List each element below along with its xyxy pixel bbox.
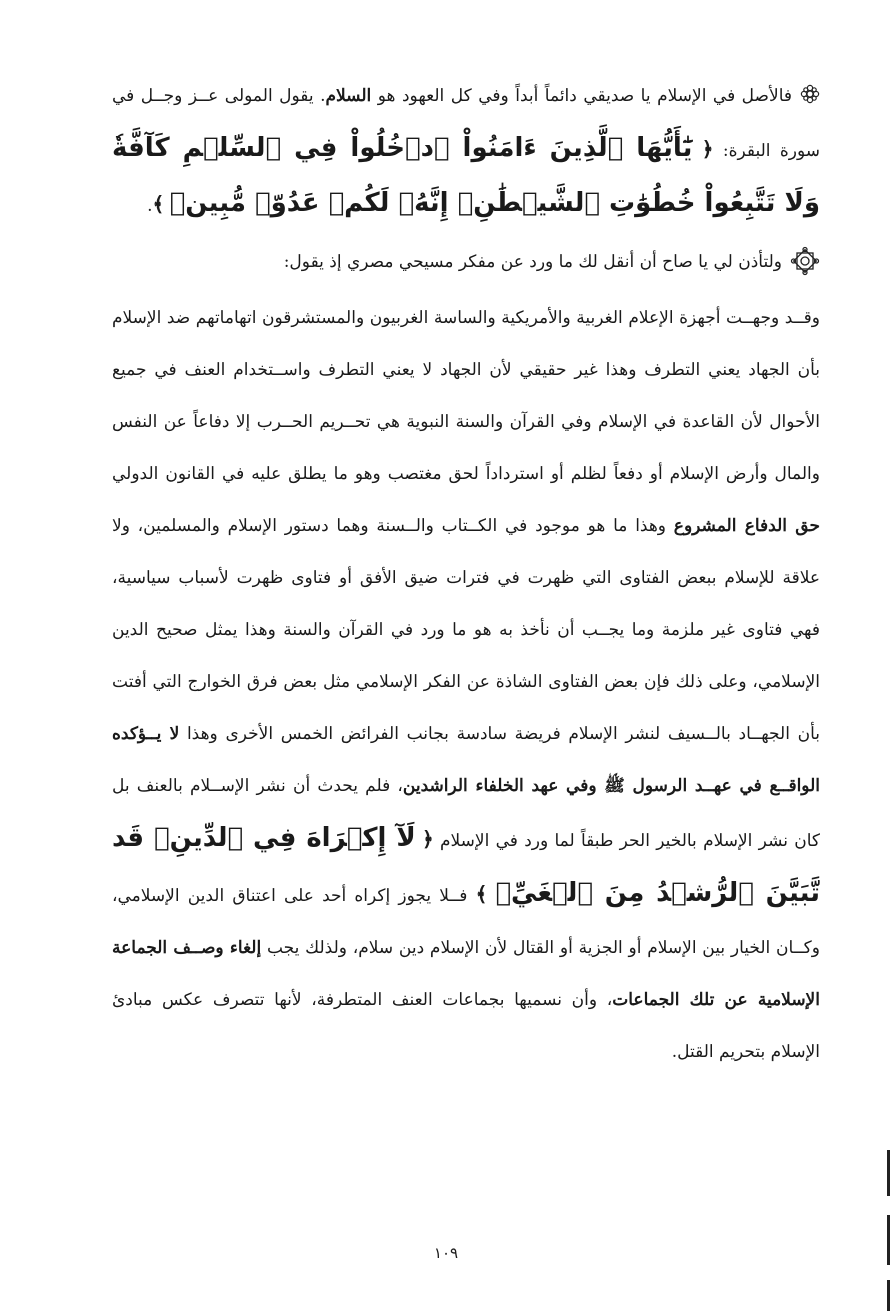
quran-open-bracket: ﴿ xyxy=(701,137,714,161)
paragraph-1 xyxy=(112,70,820,232)
paragraph-1-bold-salam: السلام xyxy=(325,86,372,106)
quran-open-bracket-2: ﴿ xyxy=(421,827,434,851)
quran-close-bracket-2: ﴾ xyxy=(475,882,488,906)
page-number: ١٠٩ xyxy=(433,1244,459,1262)
quran-verse-no-compulsion: لَآ إِكۡرَاهَ فِي ٱلدِّينِۖ قَد تَّبَيَّنَ ٱلرُّشۡدُ مِنَ ٱلۡغَيِّۚ xyxy=(112,823,820,908)
paragraph-3-text-1: وقــد وجهــت أجهزة الإعلام الغربية والأمريكية والساسة الغربيون والمستشرقون اتهاماتهم ضد الإسلام بأن الجهاد يعني التطرف وهذا غير حقيقي لأن الجهاد لا يعني التطرف واســتخدام العنف في جميع الأحوال لأن القاعدة في الإسلام وفي القرآن والسنة النبوية هي تحــريم الحــرب إلا دفاعاً عن النفس والمال وأرض الإسلام أو دفعاً لظلم أو استرداداً لحق مغتصب وهو ما يطلق عليه في القانون الدولي xyxy=(112,308,820,484)
paragraph-3-bold-reality: لا يــؤكده الواقــع في عهــد الرسول ﷺ وفي عهد الخلفاء الراشدين xyxy=(112,724,820,796)
page-body xyxy=(112,70,820,1078)
paragraph-3-text-2: وهذا ما هو موجود في الكــتاب والــسنة وهما دستور الإسلام والمسلمين، ولا علاقة للإسلام ببعض الفتاوى التي ظهرت في فترات ضيق الأفق أو فتاوى ظهرت لأسباب سياسية، فهي فتاوى غير ملزمة وما يجــب أن نأخذ به هو ما ورد في القرآن والسنة وهذا يمثل صحيح الدين الإسلامي، وعلى ذلك فإن بعض الفتاوى الشاذة عن الفكر الإسلامي مثل بعض فرق الخوارج التي أفتت بأن الجهــاد بالــسيف لنشر الإسلام فريضة سادسة بجانب الفرائض الخمس الأخرى وهذا xyxy=(112,516,820,744)
paragraph-1-text-1: فالأصل في الإسلام يا صديقي دائماً أبداً وفي كل العهود هو xyxy=(371,86,792,106)
paragraph-3-bold-legitimate-defense: حق الدفاع المشروع xyxy=(673,516,820,536)
paragraph-3-bold-cancel-description: إلغاء وصــف الجماعة الإسلامية عن تلك الجماعات xyxy=(112,938,820,1010)
paragraph-1-end: . xyxy=(147,196,153,216)
paragraph-2-text: ولتأذن لي يا صاح أن أنقل لك ما ورد عن مفكر مسيحي مصري إذ يقول: xyxy=(283,252,782,272)
scan-edge-mark xyxy=(887,1280,890,1311)
star-ornament-icon xyxy=(790,246,820,276)
paragraph-3-text-4: فــلا يجوز إكراه أحد على اعتناق الدين الإسلامي، وكــان الخيار بين الإسلام أو الجزية أو القتال لأن الإسلام دين سلام، ولذلك يجب xyxy=(112,886,820,958)
paragraph-3-text-3: ، فلم يحدث أن نشر الإســلام بالعنف بل كان نشر الإسلام بالخير الحر طبقاً لما ورد في الإسلام xyxy=(112,776,821,851)
flower-ornament-icon xyxy=(800,84,820,104)
paragraph-2 xyxy=(112,236,820,288)
paragraph-1-text-2: . يقول المولى عــز وجــل في سورة البقرة: xyxy=(112,86,820,161)
quran-close-bracket: ﴾ xyxy=(152,192,165,216)
scan-edge-mark xyxy=(887,1215,890,1265)
paragraph-3-text-5: ، وأن نسميها بجماعات العنف المتطرفة، لأنها تتصرف عكس مبادئ الإسلام بتحريم القتل. xyxy=(112,990,820,1062)
scan-edge-mark xyxy=(887,1150,890,1196)
paragraph-3 xyxy=(112,292,820,1078)
quran-verse-baqarah: يَٰٓأَيُّهَا ٱلَّذِينَ ءَامَنُواْ ٱدۡخُلُواْ فِي ٱلسِّلۡمِ كَآفَّةٗ وَلَا تَتَّبِعُواْ خُطُوَٰتِ ٱلشَّيۡطَٰنِۚ إِنَّهُۥ لَكُمۡ عَدُوّٞ مُّبِينٞ xyxy=(112,133,820,218)
